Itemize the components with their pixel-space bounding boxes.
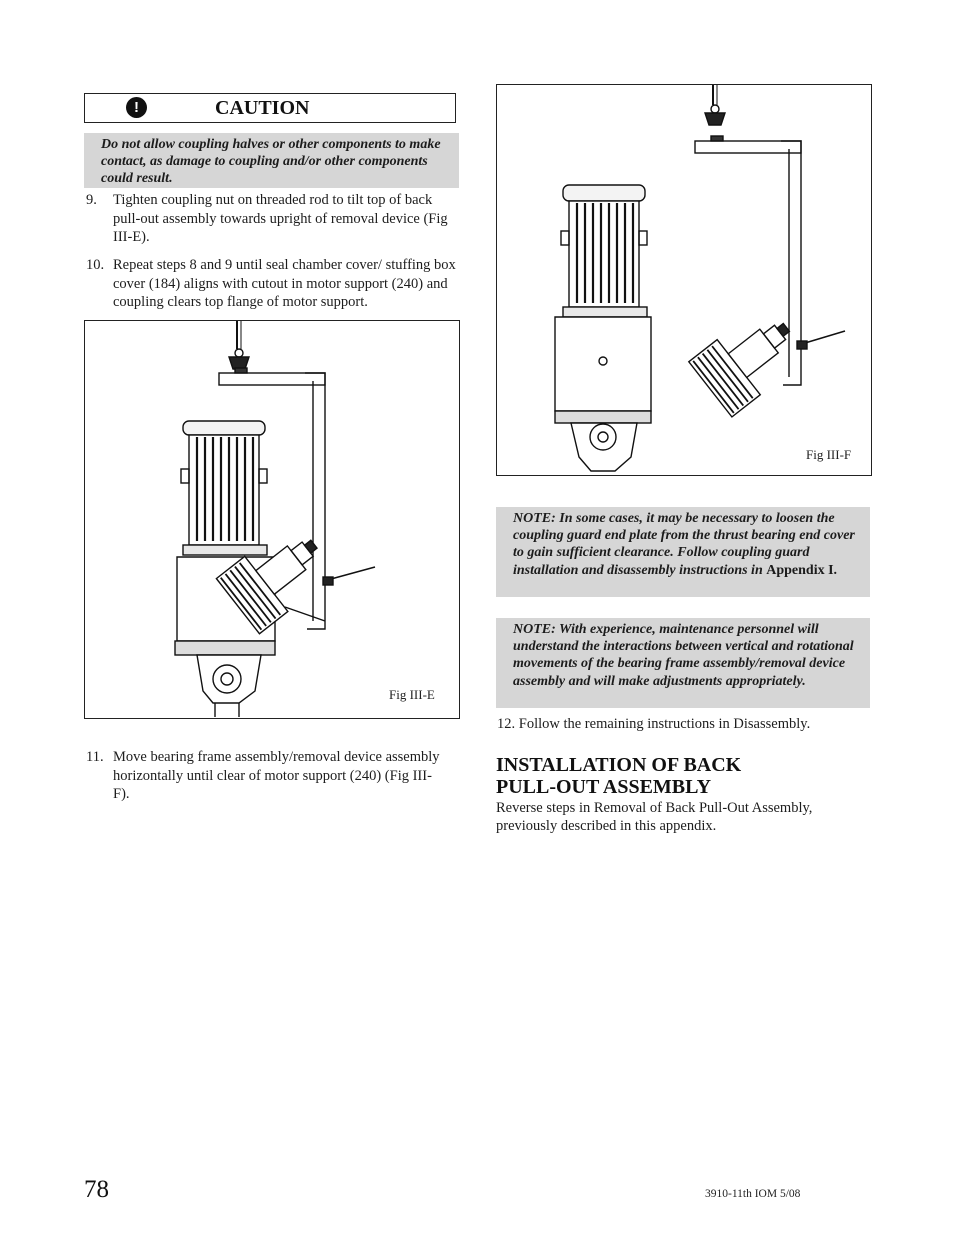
section-body: Reverse steps in Removal of Back Pull-Out Assembly, previously described in this appendix. — [496, 800, 813, 834]
caution-title: CAUTION — [215, 97, 310, 119]
step-number: 9. — [86, 192, 97, 208]
pump-tilted-illustration — [85, 321, 458, 717]
caution-header — [84, 93, 456, 123]
figure-caption: Fig III-F — [806, 447, 852, 462]
caution-message — [84, 133, 459, 188]
step-number: 11. — [86, 749, 104, 765]
appendix-reference: Appendix I. — [766, 562, 838, 578]
step-9 — [86, 191, 461, 249]
note-text: NOTE: In some cases, it may be necessary to loosen the coupling guard end plate from the thrust bearing end cover to gain sufficient clearance. Follow coupling guard installation and disassembly instructions in Appendix I. — [513, 511, 855, 578]
note-text: NOTE: With experience, maintenance personnel will understand the interactions between vertical and rotational movements of the bearing frame assembly/removal device assembly and will make adjustments appropriately. — [513, 622, 854, 689]
step-text: Move bearing frame assembly/removal device assembly horizontally until clear of motor support (240) (Fig III-F). — [113, 749, 440, 802]
pump-moved-illustration — [497, 85, 870, 474]
step-11 — [86, 748, 461, 806]
page-number: 78 — [84, 1176, 109, 1203]
exclamation-icon: ! — [126, 97, 147, 118]
figure-caption: Fig III-E — [389, 687, 435, 702]
note-coupling-guard — [496, 507, 870, 597]
step-text: Tighten coupling nut on threaded rod to tilt top of back pull-out assembly towards upright of removal device (Fig III-E). — [113, 192, 448, 245]
step-text: Repeat steps 8 and 9 until seal chamber cover/ stuffing box cover (184) aligns with cutout in motor support (240) and coupling clears top flange of motor support. — [113, 257, 456, 310]
step-10 — [86, 256, 461, 314]
figure-iii-e — [84, 320, 460, 719]
caution-text: Do not allow coupling halves or other components to make contact, as damage to coupling and/or other components could result. — [101, 137, 441, 187]
document-code: 3910-11th IOM 5/08 — [705, 1188, 801, 1200]
step-number: 10. — [86, 257, 105, 273]
figure-iii-f — [496, 84, 872, 476]
step-12: 12. Follow the remaining instructions in Disassembly. — [497, 716, 811, 732]
note-experience — [496, 618, 870, 708]
section-heading: INSTALLATION OF BACK PULL-OUT ASSEMBLY — [496, 754, 742, 798]
